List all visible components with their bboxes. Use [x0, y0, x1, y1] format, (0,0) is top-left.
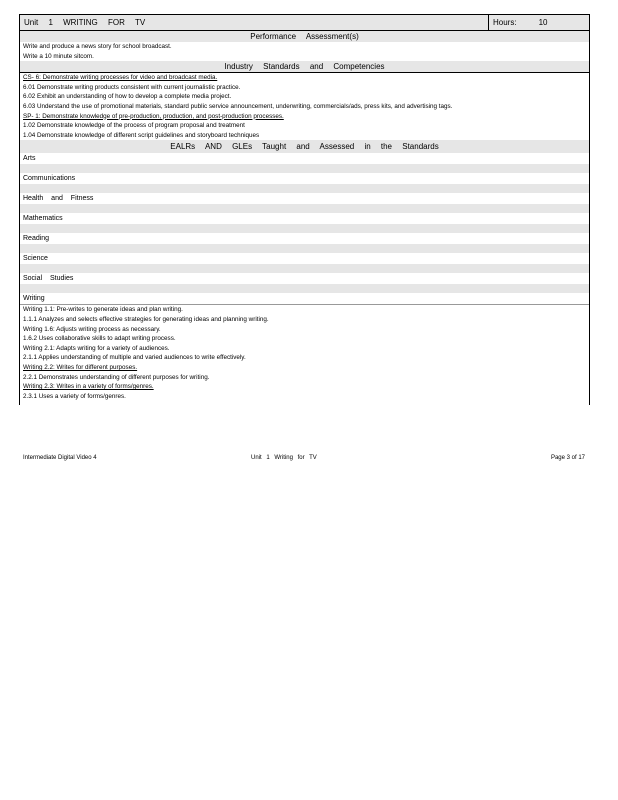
performance-list	[20, 42, 589, 61]
line-text: 2.1.1 Applies understanding of multiple and varied audiences to write effectively.	[23, 354, 246, 362]
text-line	[20, 112, 589, 122]
subject-content-row	[20, 244, 589, 253]
text-line	[20, 42, 589, 52]
text-line	[20, 382, 589, 392]
line-text: SP- 1: Demonstrate knowledge of pre-production, production, and post-production processes.	[23, 112, 284, 120]
hours-label: Hours:	[493, 18, 517, 27]
subject-content-row	[20, 184, 589, 193]
text-line	[20, 315, 589, 325]
performance-heading: Performance Assessment(s)	[20, 31, 589, 42]
footer-unit: Unit 1 Writing for TV	[251, 455, 317, 461]
text-line	[20, 102, 589, 112]
unit-table	[19, 14, 590, 405]
line-text: 1.1.1 Analyzes and selects effective strategies for generating ideas and planning writing.	[23, 315, 269, 323]
unit-title-bar	[20, 15, 589, 31]
subject-content-row	[20, 284, 589, 293]
text-line	[20, 392, 589, 402]
text-line	[20, 325, 589, 335]
text-line	[20, 131, 589, 141]
subject-content-row	[20, 224, 589, 233]
line-text: Write a 10 minute sitcom.	[23, 52, 94, 60]
standards-heading: Industry Standards and Competencies	[20, 61, 589, 73]
page-footer	[23, 455, 585, 461]
text-line	[20, 363, 589, 373]
line-text: Writing 1.6: Adjusts writing process as necessary.	[23, 325, 161, 333]
line-text: 2.3.1 Uses a variety of forms/genres.	[23, 392, 126, 400]
unit-title: Unit 1 WRITING FOR TV	[24, 18, 146, 27]
hours-value: 10	[538, 18, 548, 27]
footer-course: Intermediate Digital Video 4	[23, 455, 97, 461]
standards-list	[20, 73, 589, 140]
line-text: 1.04 Demonstrate knowledge of different script guidelines and storyboard techniques	[23, 131, 260, 139]
subject-science: Science	[23, 255, 48, 263]
curriculum-document	[19, 14, 590, 405]
line-text: CS- 6: Demonstrate writing processes for video and broadcast media.	[23, 74, 218, 82]
subject-arts: Arts	[23, 155, 36, 163]
text-line	[20, 83, 589, 93]
subject-communications: Communications	[23, 175, 76, 183]
writing-list	[20, 305, 589, 405]
text-line	[20, 52, 589, 62]
hours-cell	[488, 15, 589, 30]
line-text: 2.2.1 Demonstrates understanding of different purposes for writing.	[23, 373, 210, 381]
text-line	[20, 92, 589, 102]
text-line	[20, 334, 589, 344]
subject-mathematics: Mathematics	[23, 215, 63, 223]
line-text: Writing 1.1: Pre-writes to generate ideas and plan writing.	[23, 306, 183, 314]
subject-reading: Reading	[23, 235, 50, 243]
text-line	[20, 344, 589, 354]
footer-page-number: Page 3 of 17	[550, 455, 585, 461]
text-line	[20, 121, 589, 131]
text-line	[20, 305, 589, 315]
subject-writing: Writing	[20, 293, 589, 305]
subject-content-row	[20, 204, 589, 213]
subject-content-row	[20, 164, 589, 173]
line-text: Writing 2.1: Adapts writing for a variety of audiences.	[23, 344, 170, 352]
line-text: 6.01 Demonstrate writing products consistent with current journalistic practice.	[23, 83, 241, 91]
line-text: Writing 2.3: Writes in a variety of forms/genres.	[23, 383, 154, 391]
subject-list	[20, 153, 589, 293]
line-text: Writing 2.2: Writes for different purposes.	[23, 363, 138, 371]
line-text: 6.02 Exhibit an understanding of how to develop a complete media project.	[23, 93, 232, 101]
subject-health-and-fitness: Health and Fitness	[23, 195, 94, 203]
line-text: 6.03 Understand the use of promotional materials, standard public service announcement, underwriting, commercials/ads, press kits, and advertising tags.	[23, 102, 453, 110]
line-text: 1.02 Demonstrate knowledge of the process of program proposal and treatment	[23, 122, 245, 130]
line-text: Write and produce a news story for school broadcast.	[23, 43, 172, 50]
subject-social-studies: Social Studies	[23, 275, 74, 283]
ealrs-heading: EALRs AND GLEs Taught and Assessed in the Standards	[20, 140, 589, 153]
subject-content-row	[20, 264, 589, 273]
text-line	[20, 73, 589, 83]
line-text: 1.6.2 Uses collaborative skills to adapt writing process.	[23, 335, 176, 343]
text-line	[20, 353, 589, 363]
text-line	[20, 373, 589, 383]
